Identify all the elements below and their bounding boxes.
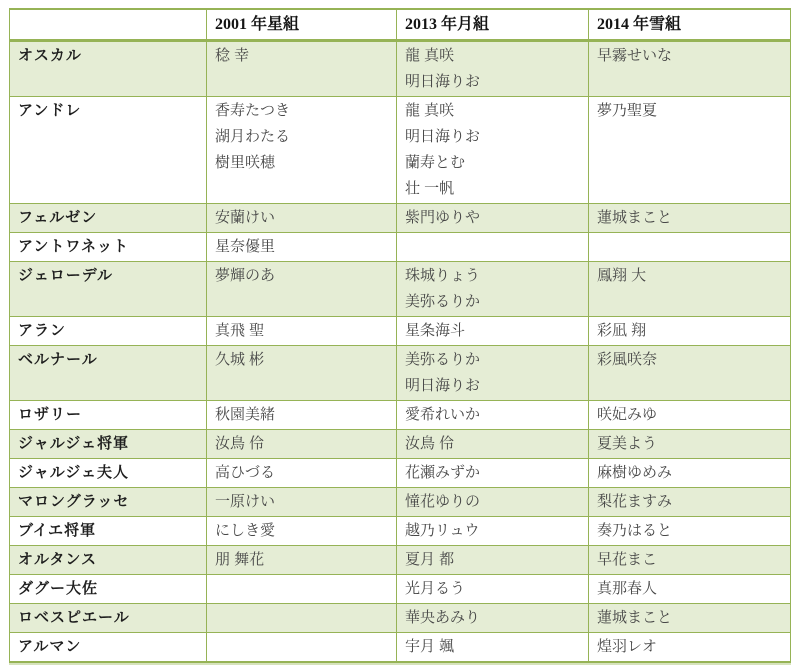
cast-cell [397, 429, 589, 458]
cast-cell [589, 458, 791, 487]
cast-name-line: 汝鳥 伶 [405, 434, 455, 452]
cast-name-line: 愛希れいか [405, 405, 481, 423]
character-name-cell: ブイエ将軍 [10, 516, 207, 545]
cast-name-line: 珠城りょう [405, 266, 481, 284]
cast-name-line: 真那春人 [597, 579, 658, 597]
cast-name-line: 明日海りお [405, 127, 481, 145]
cast-name-line: 光月るう [405, 579, 466, 597]
cast-name-line: 湖月わたる [215, 127, 291, 145]
cast-name-line: 鳳翔 大 [597, 266, 647, 284]
table-body [10, 40, 791, 662]
cast-name-line: 紫門ゆりや [405, 208, 481, 226]
cast-cell [397, 516, 589, 545]
cast-cell [207, 429, 397, 458]
cast-name-line: 華央あみり [405, 608, 481, 626]
cast-cell [397, 203, 589, 232]
cast-cell [589, 232, 791, 261]
cast-cell [207, 261, 397, 316]
table-row [10, 345, 791, 400]
column-header: 2001 年星組 [207, 9, 397, 40]
column-header: 2014 年雪組 [589, 9, 791, 40]
table-row [10, 632, 791, 662]
cast-name-line: 明日海りお [405, 72, 481, 90]
cast-name-line: 朋 舞花 [215, 550, 265, 568]
character-name-cell: オルタンス [10, 545, 207, 574]
cast-cell [397, 316, 589, 345]
cast-cell [589, 487, 791, 516]
cast-name-line: 秋園美緒 [215, 405, 276, 423]
character-name-cell: ベルナール [10, 345, 207, 400]
cast-cell [589, 96, 791, 203]
character-name-cell: アンドレ [10, 96, 207, 203]
cast-name-line: 樹里咲穂 [215, 153, 276, 171]
table-row [10, 574, 791, 603]
table-row [10, 458, 791, 487]
character-name-cell: アントワネット [10, 232, 207, 261]
cast-cell [397, 96, 589, 203]
character-name-cell: フェルゼン [10, 203, 207, 232]
table-row [10, 429, 791, 458]
cast-name-line: 宇月 颯 [405, 637, 455, 655]
table-row [10, 603, 791, 632]
cast-name-line: 美弥るりか [405, 350, 481, 368]
cast-cell [397, 603, 589, 632]
cast-cell [397, 261, 589, 316]
cast-cell [589, 632, 791, 662]
cast-name-line: 蓮城まこと [597, 208, 673, 226]
header-row [10, 9, 791, 40]
cast-cell [589, 516, 791, 545]
cast-name-line: 咲妃みゆ [597, 405, 658, 423]
cast-cell [397, 345, 589, 400]
cast-name-line: 夢乃聖夏 [597, 101, 658, 119]
character-name-cell: アルマン [10, 632, 207, 662]
cast-cell [207, 40, 397, 96]
cast-name-line: 梨花ますみ [597, 492, 673, 510]
cast-name-line: 夏月 都 [405, 550, 455, 568]
table-row [10, 516, 791, 545]
cast-cell [589, 545, 791, 574]
cast-name-line: 壮 一帆 [405, 179, 455, 197]
cast-name-line: 憧花ゆりの [405, 492, 481, 510]
cast-cell [589, 40, 791, 96]
cast-name-line: 蓮城まこと [597, 608, 673, 626]
cast-cell [397, 574, 589, 603]
cast-name-line: 星奈優里 [215, 237, 276, 255]
cast-name-line: 花瀬みずか [405, 463, 481, 481]
cast-cell [589, 429, 791, 458]
cast-cell [207, 232, 397, 261]
table-row [10, 400, 791, 429]
cast-cell [397, 232, 589, 261]
cast-cell [207, 632, 397, 662]
cast-cell [207, 96, 397, 203]
cast-name-line: 夏美よう [597, 434, 658, 452]
cast-cell [207, 545, 397, 574]
cast-cell [207, 400, 397, 429]
cast-table [9, 8, 791, 663]
character-name-cell: ジャルジェ将軍 [10, 429, 207, 458]
cast-name-line: 麻樹ゆめみ [597, 463, 673, 481]
table-row [10, 232, 791, 261]
column-header: 2013 年月組 [397, 9, 589, 40]
cast-cell [207, 516, 397, 545]
cast-name-line: 早霧せいな [597, 46, 673, 64]
character-name-cell: オスカル [10, 40, 207, 96]
character-name-cell: ロベスピエール [10, 603, 207, 632]
cast-name-line: 越乃リュウ [405, 521, 480, 539]
cast-name-line: 彩凪 翔 [597, 321, 647, 339]
cast-cell [589, 603, 791, 632]
cast-name-line: 奏乃はると [597, 521, 673, 539]
cast-cell [397, 458, 589, 487]
character-name-cell: ジャルジェ夫人 [10, 458, 207, 487]
cast-cell [397, 632, 589, 662]
table-row [10, 96, 791, 203]
table-row [10, 316, 791, 345]
cast-cell [397, 487, 589, 516]
table-row [10, 40, 791, 96]
cast-cell [207, 574, 397, 603]
table-row [10, 545, 791, 574]
character-name-cell: ロザリー [10, 400, 207, 429]
cast-cell [207, 316, 397, 345]
cast-cell [207, 603, 397, 632]
cast-name-line: 安蘭けい [215, 208, 276, 226]
cast-cell [397, 400, 589, 429]
table-row [10, 487, 791, 516]
cast-name-line: 星条海斗 [405, 321, 466, 339]
cast-cell [589, 261, 791, 316]
cast-name-line: 香寿たつき [215, 101, 291, 119]
cast-name-line: 明日海りお [405, 376, 481, 394]
cast-name-line: 蘭寿とむ [405, 153, 466, 171]
cast-name-line: 煌羽レオ [597, 637, 658, 655]
character-name-cell: ダグー大佐 [10, 574, 207, 603]
cast-name-line: 久城 彬 [215, 350, 265, 368]
table-row [10, 261, 791, 316]
cast-cell [207, 203, 397, 232]
cast-name-line: 早花まこ [597, 550, 658, 568]
cast-name-line: 龍 真咲 [405, 46, 455, 64]
corner-header-cell [10, 9, 207, 40]
character-name-cell: アラン [10, 316, 207, 345]
cast-cell [589, 574, 791, 603]
character-name-cell: ジェローデル [10, 261, 207, 316]
cast-name-line: 高ひづる [215, 463, 276, 481]
cast-name-line: 汝鳥 伶 [215, 434, 265, 452]
cast-name-line: 稔 幸 [215, 46, 250, 64]
table-row [10, 203, 791, 232]
cast-name-line: 彩風咲奈 [597, 350, 658, 368]
cast-cell [397, 545, 589, 574]
cast-name-line: にしき愛 [215, 521, 276, 539]
cast-name-line: 一原けい [215, 492, 276, 510]
cast-cell [207, 487, 397, 516]
cast-name-line: 夢輝のあ [215, 266, 276, 284]
cast-cell [397, 40, 589, 96]
cast-cell [207, 345, 397, 400]
cast-cell [589, 345, 791, 400]
cast-cell [207, 458, 397, 487]
cast-cell [589, 203, 791, 232]
cast-name-line: 美弥るりか [405, 292, 481, 310]
cast-name-line: 真飛 聖 [215, 321, 265, 339]
character-name-cell: マロングラッセ [10, 487, 207, 516]
cast-name-line: 龍 真咲 [405, 101, 455, 119]
cast-cell [589, 316, 791, 345]
cast-cell [589, 400, 791, 429]
